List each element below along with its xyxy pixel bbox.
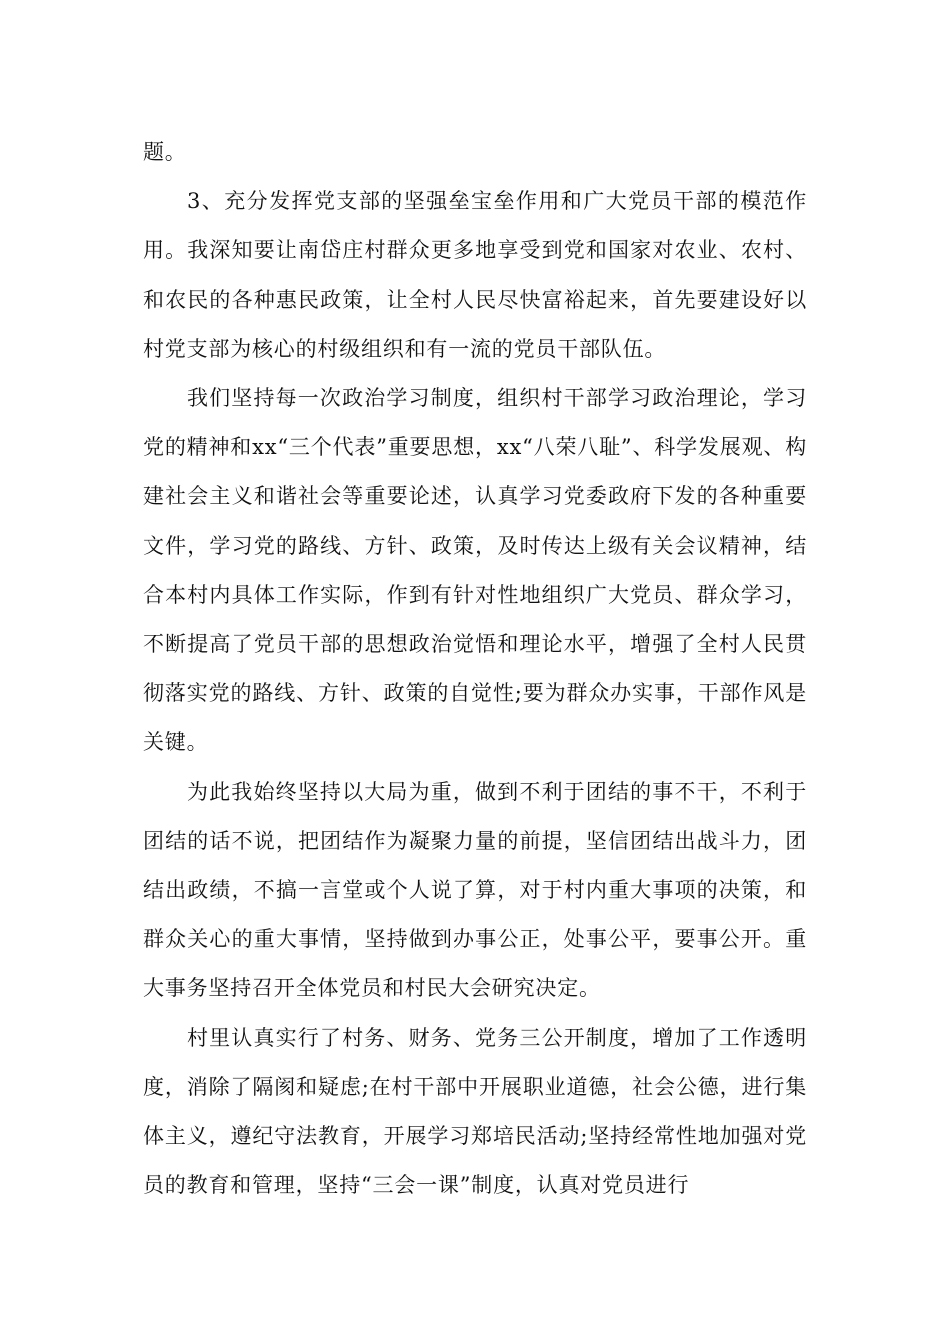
paragraph-transparency: 村里认真实行了村务、财务、党务三公开制度，增加了工作透明度，消除了隔阂和疑虑;在村干部中开展职业道德，社会公德，进行集体主义，遵纪守法教育，开展学习郑培民活动;坚持经常性地加强对党员的教育和管理，坚持“三会一课”制度，认真对党员进行	[143, 1025, 807, 1198]
document-body	[143, 128, 807, 1210]
paragraph-political-study: 我们坚持每一次政治学习制度，组织村干部学习政治理论，学习党的精神和xx“三个代表”重要思想，xx“八荣八耻”、科学发展观、构建社会主义和谐社会等重要论述，认真学习党委政府下发的各种重要文件，学习党的路线、方针、政策，及时传达上级有关会议精神，结合本村内具体工作实际，作到有针对性地组织广大党员、群众学习，不断提高了党员干部的思想政治觉悟和理论水平，增强了全村人民贯彻落实党的路线、方针、政策的自觉性;要为群众办实事，干部作风是关键。	[143, 386, 807, 755]
paragraph-party-branch-role: 3、充分发挥党支部的坚强垒宝垒作用和广大党员干部的模范作用。我深知要让南岱庄村群众更多地享受到党和国家对农业、农村、和农民的各种惠民政策，让全村人民尽快富裕起来，首先要建设好以村党支部为核心的村级组织和有一流的党员干部队伍。	[143, 189, 807, 361]
paragraph-unity: 为此我始终坚持以大局为重，做到不利于团结的事不干，不利于团结的话不说，把团结作为凝聚力量的前提，坚信团结出战斗力，团结出政绩，不搞一言堂或个人说了算，对于村内重大事项的决策，和群众关心的重大事情，坚持做到办事公正，处事公平，要事公开。重大事务坚持召开全体党员和村民大会研究决定。	[143, 779, 807, 1001]
paragraph-continuation: 题。	[143, 140, 187, 164]
